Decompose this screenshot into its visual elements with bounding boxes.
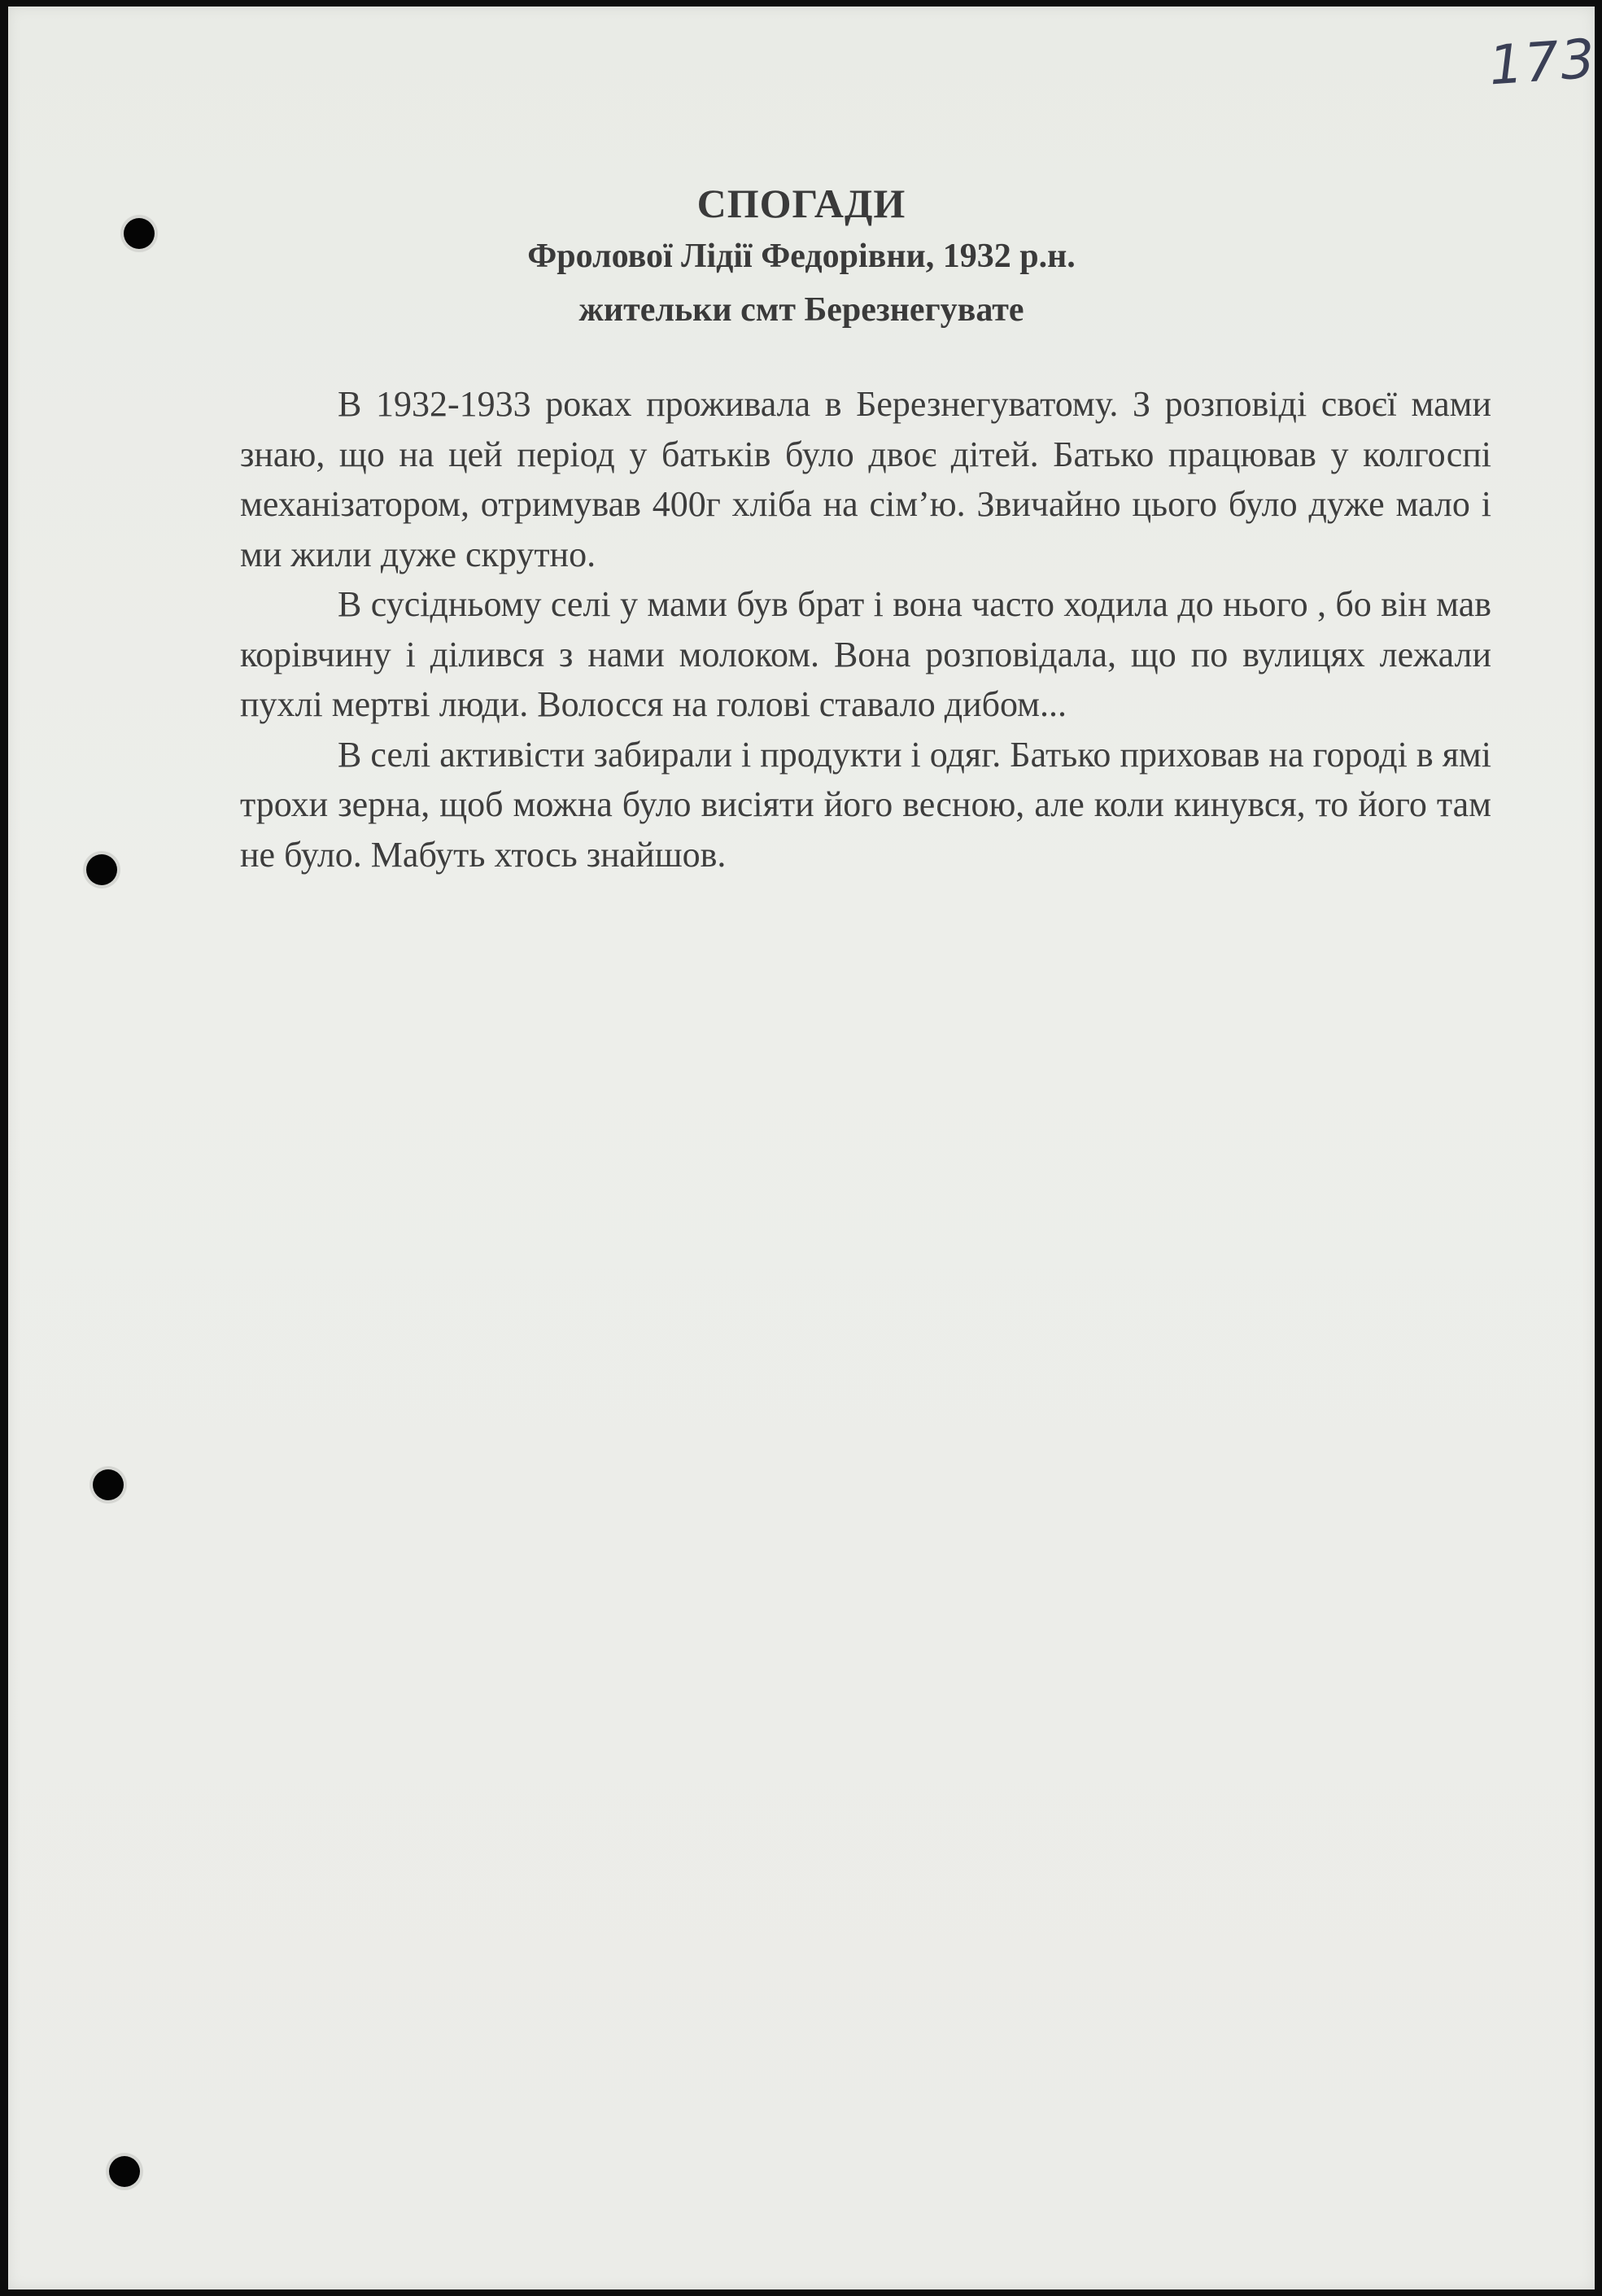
paper-sheet	[8, 7, 1599, 2289]
document-title: СПОГАДИ	[696, 181, 906, 226]
document-subtitle-name: Фролової Лідії Федорівни, 1932 р.н.	[527, 238, 1076, 275]
punch-hole-2	[86, 854, 117, 885]
punch-hole-4	[109, 2156, 140, 2187]
document-heading	[8, 177, 1595, 337]
paragraph-1: В 1932-1933 роках проживала в Березнегуватому. З розповіді своєї мами знаю, що на цей період у батьків було двоє дітей. Батько працював у колгоспі механізатором, отримував 400г хліба на сім’ю. Звичайно цього було дуже мало і ми жили дуже скрутно.	[240, 384, 1491, 574]
handwritten-page-number: 173	[1486, 27, 1599, 98]
paragraph-3: В селі активісти забирали і продукти і одяг. Батько приховав на городі в ямі трохи зерна, щоб можна було висіяти його весною, але коли кинувся, то його там не було. Мабуть хтось знайшов.	[240, 734, 1491, 875]
document-body	[240, 379, 1491, 880]
paragraph-2: В сусідньому селі у мами був брат і вона часто ходила до нього , бо він мав корівчину і ділився з нами молоком. Вона розповідала, що по вулицях лежали пухлі мертві люди. Волосся на голові ставало дибом...	[240, 584, 1491, 724]
document-subtitle-residence: жительки смт Березнегувате	[578, 291, 1024, 329]
punch-hole-3	[93, 1469, 124, 1500]
